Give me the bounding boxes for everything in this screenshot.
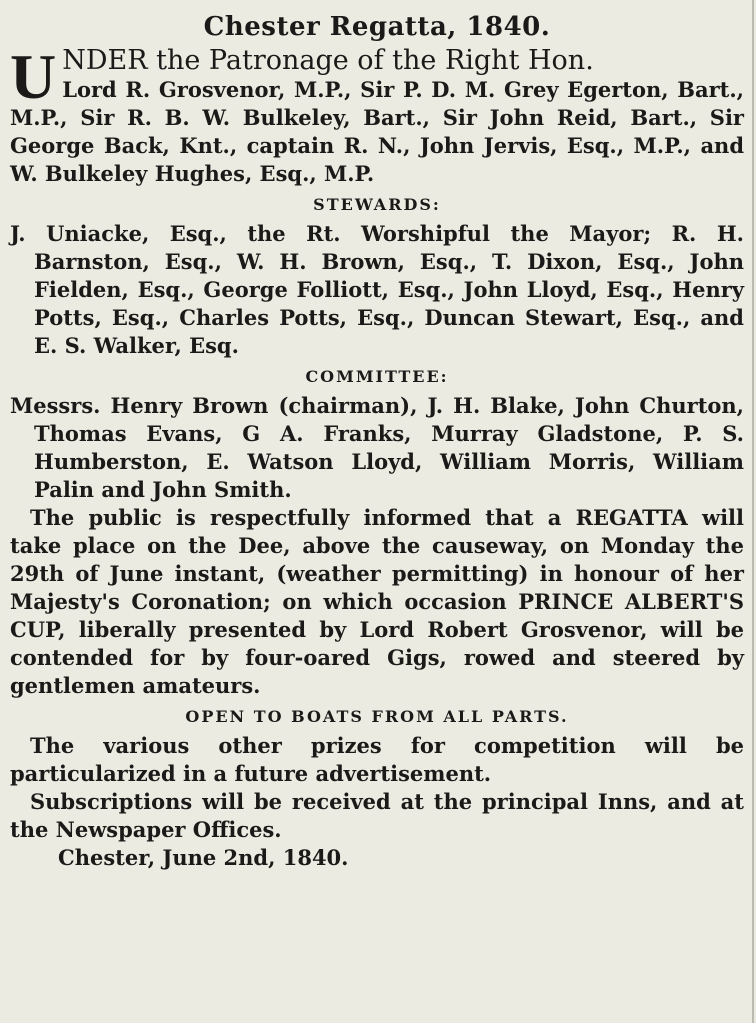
announcement-paragraph: The public is respectfully informed that a REGATTA will take place on the Dee, above the causeway, on Monday the 29th of June instant, (weather permitting) in honour of her Majesty's Coronation; on which occasion PRINCE ALBERT'S CUP, liberally presented by Lord Robert Grosvenor, will be contended for by four-oared Gigs, rowed and steered by gentlemen amateurs. [10, 505, 744, 698]
column-rule [752, 0, 754, 1023]
open-to-all-heading: OPEN TO BOATS FROM ALL PARTS. [185, 707, 569, 726]
committee-heading: COMMITTEE: [305, 367, 449, 386]
subscriptions-paragraph: Subscriptions will be received at the principal Inns, and at the Newspaper Offices. [10, 789, 744, 842]
patronage-first-line: NDER the Patronage of the Right Hon. [62, 45, 594, 76]
committee-list: Messrs. Henry Brown (chairman), J. H. Blake, John Churton, Thomas Evans, G A. Franks, Murray Gladstone, P. S. Humberston, E. Watson Lloyd, William Morris, William Palin and John Smith. [10, 393, 744, 502]
patronage-text: Lord R. Grosvenor, M.P., Sir P. D. M. Grey Egerton, Bart., M.P., Sir R. B. W. Bulkeley, Bart., Sir John Reid, Bart., Sir George Back, Knt., captain R. N., John Jervis, Esq., M.P., and W. Bulkeley Hughes, Esq., M.P. [10, 77, 744, 186]
drop-cap: U [10, 41, 57, 112]
stewards-heading: STEWARDS: [313, 195, 441, 214]
advertisement-title: Chester Regatta, 1840. [203, 12, 551, 42]
prizes-paragraph: The various other prizes for competition will be particularized in a future advertisement. [10, 733, 744, 786]
dateline-signoff: Chester, June 2nd, 1840. [58, 845, 349, 870]
patronage-paragraph [10, 41, 744, 188]
stewards-list: J. Uniacke, Esq., the Rt. Worshipful the Mayor; R. H. Barnston, Esq., W. H. Brown, Esq., T. Dixon, Esq., John Fielden, Esq., George Folliott, Esq., John Lloyd, Esq., Henry Potts, Esq., Charles Potts, Esq., Duncan Stewart, Esq., and E. S. Walker, Esq. [10, 221, 744, 358]
